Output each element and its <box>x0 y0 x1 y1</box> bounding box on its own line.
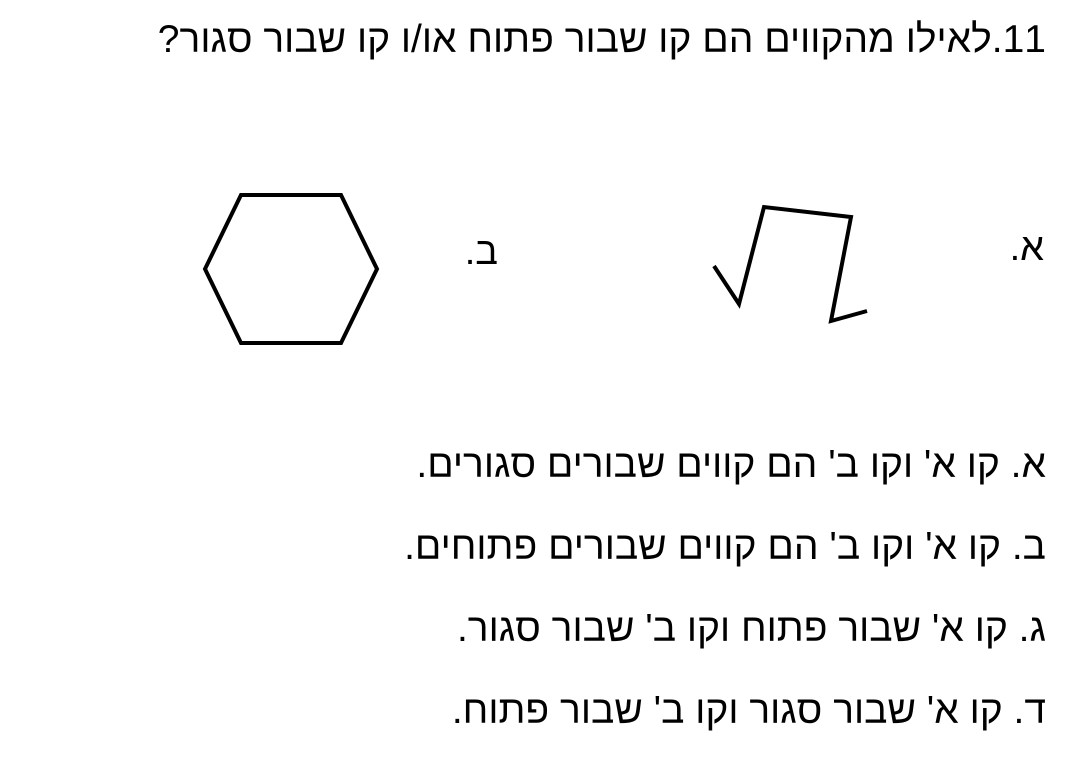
answer-option-2[interactable]: ב. קו א' וקו ב' הם קווים שבורים פתוחים. <box>404 525 1046 568</box>
figure-a-label: א. <box>1009 227 1044 269</box>
figure-b-label: ב. <box>464 231 498 273</box>
answer-option-4[interactable]: ד. קו א' שבור סגור וקו ב' שבור פתוח. <box>451 689 1046 732</box>
answer-option-1[interactable]: א. קו א' וקו ב' הם קווים שבורים סגורים. <box>416 443 1046 486</box>
figure-b-hexagon <box>205 195 377 343</box>
answer-option-3[interactable]: ג. קו א' שבור פתוח וקו ב' שבור סגור. <box>456 607 1046 650</box>
figure-a-open-broken-line <box>714 207 867 321</box>
question-title: 11.לאילו מהקווים הם קו שבור פתוח או/ו קו שבור סגור? <box>157 18 1046 61</box>
